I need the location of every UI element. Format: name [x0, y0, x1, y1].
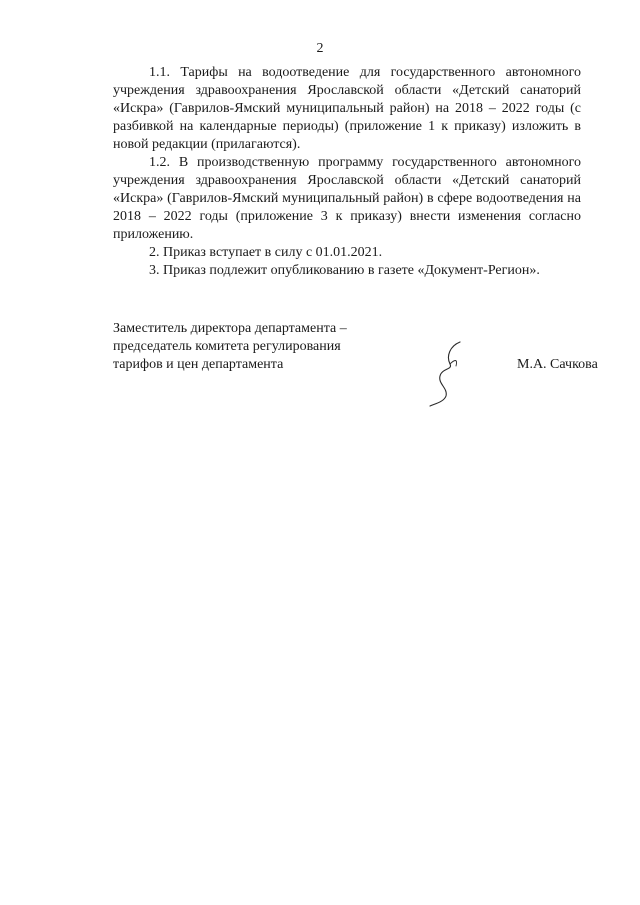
- signer-title-line-3: тарифов и цен департамента: [113, 357, 284, 372]
- page-number: 2: [316, 41, 324, 56]
- paragraph-3: 3. Приказ подлежит опубликованию в газете «Документ-Регион».: [149, 263, 540, 278]
- signer-name: М.А. Сачкова: [517, 357, 598, 372]
- document-body: [113, 64, 581, 280]
- paragraph-1-1: 1.1. Тарифы на водоотведение для государственного автономного учреждения здравоохранения Ярославской области «Детский санаторий «Искра» (Гаврилов-Ямский муниципальный район) на 2018 – 2022 годы (с разбивкой на календарные периоды) (приложение 1 к приказу) изложить в новой редакции (прилагаются).: [113, 65, 581, 152]
- signature-block: [113, 320, 613, 374]
- paragraph-2: 2. Приказ вступает в силу с 01.01.2021.: [149, 245, 383, 260]
- signer-title-line-2: председатель комитета регулирования: [113, 339, 341, 354]
- signer-title-line-1: Заместитель директора департамента –: [113, 321, 347, 336]
- paragraph-1-2: 1.2. В производственную программу государственного автономного учреждения здравоохранения Ярославской области «Детский санаторий «Искра» (Гаврилов-Ямский муниципальный район) в сфере водоотведения на 2018 – 2022 годы (приложение 3 к приказу) внести изменения согласно приложению.: [113, 155, 581, 242]
- handwritten-signature: [420, 338, 470, 408]
